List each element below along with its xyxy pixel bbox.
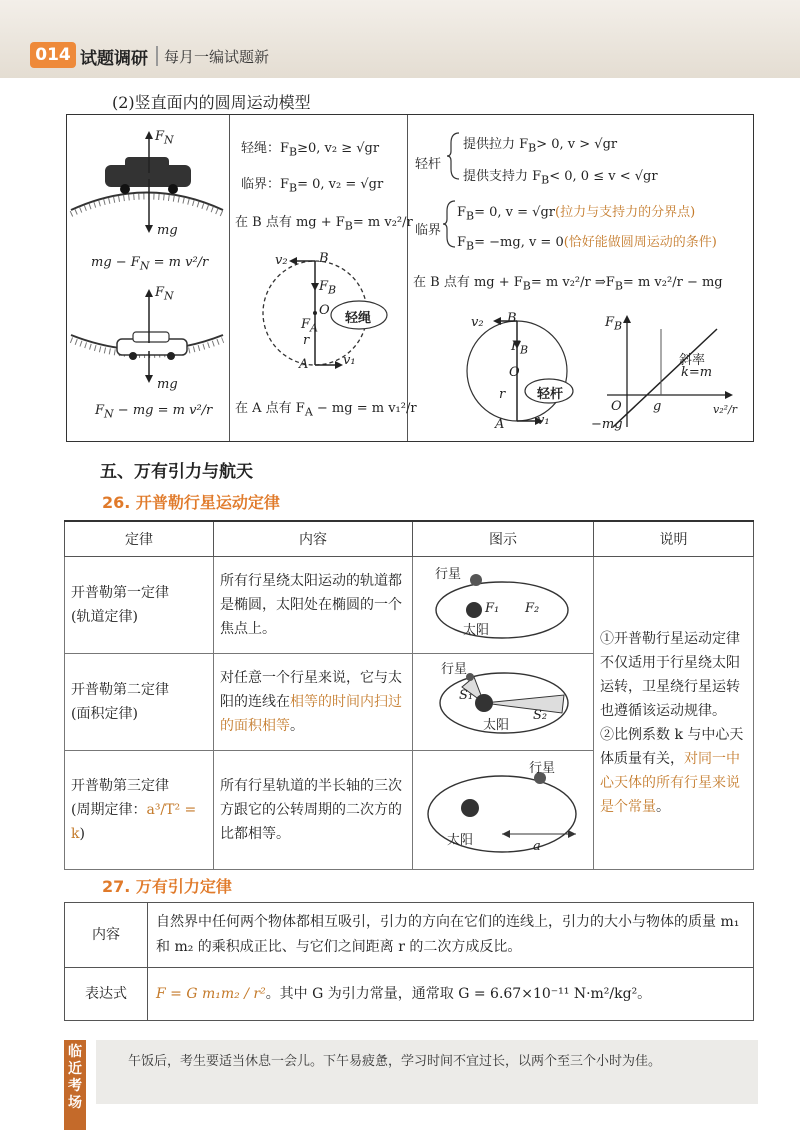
rod-label-cloud: 轻杆 (537, 387, 564, 402)
critical-brace (443, 199, 457, 249)
force-label: $F_N$ (155, 129, 174, 147)
kepler-heading: 26. 开普勒行星运动定律 (102, 493, 280, 512)
weight-label: mg (157, 377, 178, 392)
equation: mg − $F_N = m$ v²/r (91, 255, 209, 273)
circular-motion-table (66, 114, 754, 442)
s1-label: S₁ (459, 688, 474, 703)
gravity-heading: 27. 万有引力定律 (102, 877, 232, 896)
col-law: 定律 (65, 521, 214, 557)
kepler-notes: ①开普勒行星运动定律不仅适用于行星绕太阳运转，卫星绕行星运转也遵循该运动规律。 ②比例系数 k 与中心天体质量有关，对同一中心天体的所有行星来说是个常量。 (594, 557, 754, 870)
planet-label: 行星 (441, 662, 468, 677)
law-name: 开普勒第一定律 (轨道定律) (65, 557, 214, 654)
law-content: 所有行星轨道的半长轴的三次方跟它的公转周期的二次方的比都相等。 (214, 751, 413, 870)
brand-title: 试题调研 (80, 49, 148, 69)
force-FA: $F_A$ (301, 317, 318, 335)
rod-point-A: A (495, 417, 505, 432)
content-label: 内容 (65, 903, 148, 968)
content-text: 自然界中任何两个物体都相互吸引，引力的方向在它们的连线上，引力的大小与物体的质量 m₁ 和 m₂ 的乘积成正比、与它们之间距离 r 的二次方成反比。 (148, 903, 754, 968)
rope-label: 轻绳 (345, 311, 372, 326)
critical-case-2: $F_B= -mg$, v = 0(恰好能做圆周运动的条件) (457, 235, 717, 253)
graph-x-label: v₂²/r (713, 403, 738, 416)
point-A: A (299, 357, 309, 372)
rod-point-B: B (507, 311, 517, 326)
rod-circle-diagram (447, 305, 597, 435)
side-label: 临近考场 (64, 1040, 86, 1130)
graph-origin: O (611, 399, 622, 414)
planet-label: 行星 (529, 761, 556, 776)
rod-force-FB: $F_B$ (511, 339, 529, 357)
planet-label: 行星 (435, 567, 462, 582)
graph-negmg: −mg (591, 417, 623, 432)
law-figure (413, 557, 594, 654)
table-row (65, 557, 754, 654)
law-name: 开普勒第三定律 (周期定律：a³/T² = k) (65, 751, 214, 870)
brand-subtitle: 每月一编试题新 (164, 48, 270, 66)
col-content: 内容 (214, 521, 413, 557)
rod-point-r: r (499, 387, 506, 402)
page-header (0, 0, 800, 78)
graph-k: k=m (681, 365, 713, 380)
expr-label: 表达式 (65, 968, 148, 1021)
s2-label: S₂ (533, 708, 548, 723)
rope-condition: 轻绳：$F_B\ge 0$, v₂ ≥ √gr (241, 141, 380, 159)
graph-slope: 斜率 (679, 353, 706, 368)
rope-atB: 在 B 点有 mg + $F_B= m$ v₂²/r (235, 215, 413, 233)
law-name: 开普勒第二定律 (面积定律) (65, 654, 214, 751)
equation: $F_N$ − mg = m v²/r (95, 403, 213, 421)
critical-case-1: $F_B= 0$, v = √gr(拉力与支持力的分界点) (457, 205, 696, 223)
rod-case-pull: 提供拉力 $F_B> 0$, v > √gr (463, 137, 618, 155)
rod-case-push: 提供支持力 $F_B< 0$, 0 ≤ v < √gr (463, 169, 658, 187)
col-figure: 图示 (413, 521, 594, 557)
force-FB: $F_B$ (319, 279, 337, 297)
rod-point-v2: v₂ (471, 315, 484, 330)
gravity-table (64, 902, 754, 1021)
rope-critical: 临界：$F_B= 0$, v₂ = √gr (241, 177, 384, 195)
graph-y-label: $F_B$ (605, 315, 623, 333)
column-divider (229, 115, 230, 441)
law-content: 所有行星绕太阳运动的轨道都是椭圆，太阳处在椭圆的一个焦点上。 (214, 557, 413, 654)
rod-atB: 在 B 点有 mg + $F_B= m$ v₂²/r $\Rightarrow F_B= m$ v₂²/r − mg (413, 275, 723, 293)
footnote-text: 午饭后，考生要适当休息一会儿。下午易疲惫，学习时间不宜过长，以两个至三个小时为佳。 (128, 1054, 662, 1069)
weight-label: mg (157, 223, 178, 238)
rod-point-O: O (509, 365, 520, 380)
expr-text: F = G m₁m₂ / r²。其中 G 为引力常量，通常取 G = 6.67×10⁻¹¹ N·m²/kg²。 (148, 968, 754, 1021)
sun-label: 太阳 (483, 718, 510, 733)
rod-brace (447, 131, 461, 181)
axis-a-label: a (533, 839, 541, 854)
law-figure (413, 751, 594, 870)
critical-label: 临界 (415, 223, 442, 238)
table-row (65, 903, 754, 968)
point-r: r (303, 333, 310, 348)
rod-label: 轻杆 (415, 157, 442, 172)
sun-label: 太阳 (447, 833, 474, 848)
law-figure (413, 654, 594, 751)
car-hump-diagram (67, 115, 227, 439)
f1-label: F₁ (485, 601, 500, 616)
table-row (65, 968, 754, 1021)
f2-label: F₂ (525, 601, 540, 616)
force-label: $F_N$ (155, 285, 174, 303)
col-note: 说明 (594, 521, 754, 557)
graph-g: g (653, 399, 662, 414)
kepler-table (64, 520, 754, 870)
rod-point-v1: v₁ (537, 413, 550, 428)
hump-road (71, 193, 223, 211)
point-v1: v₁ (343, 353, 356, 368)
table-header-row (65, 521, 754, 557)
point-B: B (319, 251, 329, 266)
point-O: O (319, 303, 330, 318)
page-number: 014 (30, 42, 76, 68)
section-title: (2)竖直面内的圆周运动模型 (112, 93, 311, 112)
divider (156, 46, 158, 66)
law-content: 对任意一个行星来说，它与太阳的连线在相等的时间内扫过的面积相等。 (214, 654, 413, 751)
rope-atA: 在 A 点有 $F_A$ − mg = m v₁²/r (235, 401, 417, 419)
sun-label: 太阳 (463, 623, 490, 638)
column-divider (407, 115, 408, 441)
point-v2: v₂ (275, 253, 288, 268)
section-heading: 五、万有引力与航天 (100, 462, 253, 482)
